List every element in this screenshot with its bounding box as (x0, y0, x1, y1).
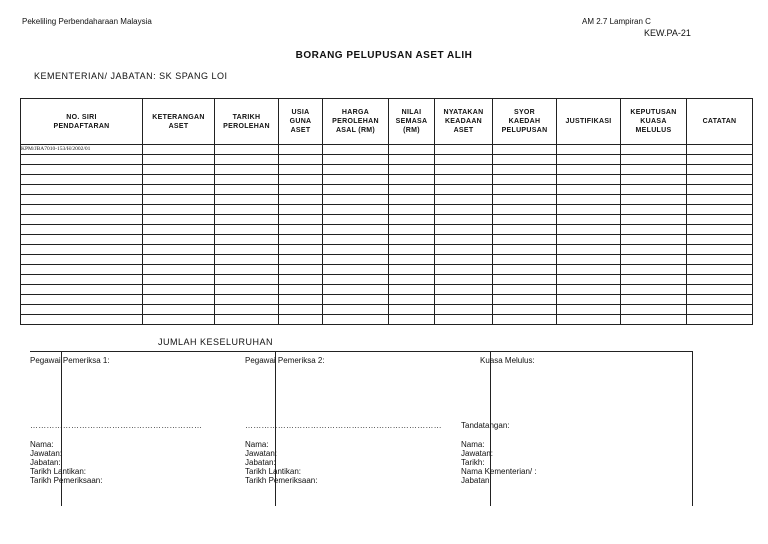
table-cell (557, 215, 621, 225)
field-label: Nama: (245, 440, 269, 449)
table-cell (143, 285, 215, 295)
field-label: Nama Kementerian/ : (461, 467, 537, 476)
appendix-reference: AM 2.7 Lampiran C (582, 17, 651, 26)
table-cell (435, 315, 493, 325)
table-cell (143, 145, 215, 155)
table-cell (557, 295, 621, 305)
table-cell (21, 235, 143, 245)
table-row (21, 235, 753, 245)
table-cell (21, 295, 143, 305)
table-row (21, 195, 753, 205)
signature-box-right-border (692, 351, 693, 506)
table-cell (143, 275, 215, 285)
table-cell (279, 285, 323, 295)
table-cell (621, 245, 687, 255)
field-label: Jawatan: (461, 449, 494, 458)
inspector1-signature-line: ……………………………………………………… (30, 421, 203, 430)
table-cell: KPM/JBA7010-153/H/2002/01 (21, 145, 143, 155)
table-cell (143, 305, 215, 315)
field-label: Jabatan (461, 476, 490, 485)
table-cell (435, 155, 493, 165)
table-cell (215, 185, 279, 195)
table-cell (143, 185, 215, 195)
field-label: Tarikh Lantikan: (245, 467, 302, 476)
table-cell (279, 165, 323, 175)
table-cell (621, 165, 687, 175)
table-cell (621, 315, 687, 325)
disposal-table (20, 98, 753, 325)
table-cell (21, 275, 143, 285)
table-cell (557, 265, 621, 275)
table-cell (21, 225, 143, 235)
column-header: NILAI SEMASA (RM) (389, 99, 435, 145)
table-cell (215, 305, 279, 315)
column-header: KEPUTUSAN KUASA MELULUS (621, 99, 687, 145)
table-cell (215, 285, 279, 295)
table-cell (215, 275, 279, 285)
table-cell (323, 265, 389, 275)
field-label: Jabatan: (245, 458, 276, 467)
table-cell (621, 305, 687, 315)
table-cell (493, 145, 557, 155)
approver-title: Kuasa Melulus: (480, 356, 535, 365)
table-cell (621, 225, 687, 235)
table-cell (143, 215, 215, 225)
table-cell (21, 305, 143, 315)
table-row (21, 215, 753, 225)
table-cell (279, 265, 323, 275)
table-cell (279, 305, 323, 315)
table-cell (435, 225, 493, 235)
circular-reference: Pekeliling Perbendaharaan Malaysia (22, 17, 152, 26)
grand-total-label: JUMLAH KESELURUHAN (158, 337, 274, 347)
table-cell (21, 205, 143, 215)
table-row (21, 275, 753, 285)
field-label: Nama: (30, 440, 54, 449)
table-cell (389, 215, 435, 225)
table-cell (143, 295, 215, 305)
table-cell (621, 235, 687, 245)
table-cell (493, 245, 557, 255)
table-row (21, 295, 753, 305)
table-cell (279, 315, 323, 325)
field-label: Nama: (461, 440, 485, 449)
table-cell (621, 255, 687, 265)
table-cell (21, 185, 143, 195)
table-cell (493, 255, 557, 265)
field-label: Tarikh Lantikan: (30, 467, 87, 476)
table-cell (279, 195, 323, 205)
field-label: Jabatan: (30, 458, 61, 467)
table-cell (687, 225, 753, 235)
table-cell (621, 295, 687, 305)
table-cell (21, 285, 143, 295)
table-cell (143, 175, 215, 185)
table-cell (279, 145, 323, 155)
table-cell (323, 195, 389, 205)
table-cell (493, 215, 557, 225)
inspector2-fields (245, 440, 317, 485)
table-cell (323, 295, 389, 305)
column-header: JUSTIFIKASI (557, 99, 621, 145)
field-label: Jawatan: (30, 449, 63, 458)
table-cell (215, 255, 279, 265)
table-cell (621, 195, 687, 205)
table-cell (493, 275, 557, 285)
table-cell (323, 165, 389, 175)
table-row (21, 185, 753, 195)
table-row (21, 165, 753, 175)
table-cell (687, 235, 753, 245)
table-cell (435, 255, 493, 265)
table-cell (215, 165, 279, 175)
table-cell (323, 245, 389, 255)
table-row (21, 145, 753, 155)
table-cell (557, 155, 621, 165)
table-cell (215, 245, 279, 255)
ministry-department: KEMENTERIAN/ JABATAN: SK SPANG LOI (34, 71, 228, 81)
table-cell (493, 185, 557, 195)
table-cell (435, 145, 493, 155)
table-cell (687, 295, 753, 305)
table-cell (687, 315, 753, 325)
table-cell (389, 165, 435, 175)
table-cell (389, 285, 435, 295)
table-cell (143, 155, 215, 165)
table-cell (687, 255, 753, 265)
table-cell (687, 305, 753, 315)
table-cell (215, 235, 279, 245)
field-label: Jawatan: (245, 449, 278, 458)
table-cell (557, 165, 621, 175)
table-cell (389, 145, 435, 155)
table-cell (215, 265, 279, 275)
table-cell (621, 215, 687, 225)
table-cell (215, 155, 279, 165)
table-cell (621, 275, 687, 285)
approver-signature-label: Tandatangan: (461, 421, 510, 430)
column-header: USIA GUNA ASET (279, 99, 323, 145)
table-row (21, 225, 753, 235)
table-cell (279, 205, 323, 215)
table-cell (279, 215, 323, 225)
table-cell (215, 195, 279, 205)
table-cell (621, 155, 687, 165)
inspector1-fields (30, 440, 102, 485)
table-cell (21, 255, 143, 265)
form-code: KEW.PA-21 (644, 28, 691, 38)
table-cell (557, 285, 621, 295)
table-cell (435, 215, 493, 225)
table-cell (621, 145, 687, 155)
table-cell (687, 215, 753, 225)
table-cell (279, 275, 323, 285)
table-cell (493, 155, 557, 165)
column-header: HARGA PEROLEHAN ASAL (RM) (323, 99, 389, 145)
table-cell (279, 295, 323, 305)
column-header: TARIKH PEROLEHAN (215, 99, 279, 145)
table-cell (21, 165, 143, 175)
table-cell (323, 215, 389, 225)
table-cell (621, 265, 687, 275)
column-header: KETERANGAN ASET (143, 99, 215, 145)
table-cell (557, 235, 621, 245)
table-cell (143, 195, 215, 205)
table-cell (279, 235, 323, 245)
table-row (21, 305, 753, 315)
table-cell (389, 155, 435, 165)
table-row (21, 285, 753, 295)
table-cell (493, 235, 557, 245)
table-cell (557, 205, 621, 215)
table-cell (323, 255, 389, 265)
table-cell (389, 305, 435, 315)
table-cell (493, 305, 557, 315)
table-cell (621, 175, 687, 185)
table-cell (493, 315, 557, 325)
table-cell (21, 265, 143, 275)
table-cell (143, 165, 215, 175)
table-cell (215, 315, 279, 325)
table-header-row (21, 99, 753, 145)
table-cell (557, 185, 621, 195)
table-cell (143, 205, 215, 215)
column-header: SYOR KAEDAH PELUPUSAN (493, 99, 557, 145)
table-cell (557, 315, 621, 325)
table-cell (323, 155, 389, 165)
table-cell (215, 205, 279, 215)
table-cell (557, 245, 621, 255)
table-cell (557, 275, 621, 285)
table-cell (435, 235, 493, 245)
table-cell (389, 195, 435, 205)
table-cell (279, 155, 323, 165)
table-cell (493, 295, 557, 305)
table-cell (493, 205, 557, 215)
table-cell (389, 225, 435, 235)
table-row (21, 245, 753, 255)
table-cell (435, 295, 493, 305)
table-cell (557, 145, 621, 155)
table-cell (435, 265, 493, 275)
field-label: Tarikh Pemeriksaan: (245, 476, 318, 485)
table-cell (389, 175, 435, 185)
table-cell (323, 205, 389, 215)
table-cell (21, 315, 143, 325)
field-label: Tarikh Pemeriksaan: (30, 476, 103, 485)
table-cell (557, 305, 621, 315)
table-cell (687, 275, 753, 285)
table-cell (493, 165, 557, 175)
table-cell (215, 215, 279, 225)
form-title: BORANG PELUPUSAN ASET ALIH (295, 50, 473, 61)
signature-box-top-border (30, 351, 692, 352)
table-cell (435, 305, 493, 315)
table-cell (279, 245, 323, 255)
table-cell (687, 205, 753, 215)
table-cell (21, 155, 143, 165)
table-cell (435, 205, 493, 215)
table-cell (389, 185, 435, 195)
table-row (21, 155, 753, 165)
table-cell (621, 285, 687, 295)
approver-fields (461, 440, 537, 485)
table-cell (435, 275, 493, 285)
table-cell (143, 225, 215, 235)
table-cell (279, 175, 323, 185)
table-cell (279, 225, 323, 235)
table-cell (215, 175, 279, 185)
table-cell (323, 235, 389, 245)
table-cell (323, 315, 389, 325)
table-cell (323, 185, 389, 195)
table-cell (323, 145, 389, 155)
table-cell (687, 155, 753, 165)
table-cell (143, 235, 215, 245)
table-cell (687, 265, 753, 275)
table-cell (557, 255, 621, 265)
table-cell (21, 215, 143, 225)
table-cell (493, 175, 557, 185)
table-cell (389, 235, 435, 245)
table-cell (687, 165, 753, 175)
table-cell (323, 305, 389, 315)
table-cell (143, 255, 215, 265)
table-cell (557, 195, 621, 205)
table-cell (687, 285, 753, 295)
table-cell (435, 185, 493, 195)
table-cell (687, 245, 753, 255)
table-cell (435, 195, 493, 205)
table-cell (323, 285, 389, 295)
table-row (21, 315, 753, 325)
table-cell (389, 245, 435, 255)
column-header: NO. SIRI PENDAFTARAN (21, 99, 143, 145)
table-cell (493, 225, 557, 235)
table-cell (215, 225, 279, 235)
table-cell (389, 205, 435, 215)
column-header: NYATAKAN KEADAAN ASET (435, 99, 493, 145)
table-cell (493, 265, 557, 275)
table-row (21, 255, 753, 265)
column-header: CATATAN (687, 99, 753, 145)
table-cell (435, 165, 493, 175)
table-cell (389, 255, 435, 265)
inspector2-title: Pegawai Pemeriksa 2: (245, 356, 325, 365)
table-cell (323, 225, 389, 235)
table-cell (557, 225, 621, 235)
table-cell (493, 285, 557, 295)
table-cell (435, 285, 493, 295)
field-label: Tarikh: (461, 458, 485, 467)
table-cell (143, 245, 215, 255)
table-cell (215, 145, 279, 155)
table-cell (435, 245, 493, 255)
table-cell (215, 295, 279, 305)
table-cell (143, 265, 215, 275)
table-cell (143, 315, 215, 325)
table-cell (21, 175, 143, 185)
inspector1-title: Pegawai Pemeriksa 1: (30, 356, 110, 365)
table-cell (389, 295, 435, 305)
table-cell (687, 145, 753, 155)
table-row (21, 265, 753, 275)
table-cell (687, 185, 753, 195)
table-row (21, 205, 753, 215)
table-cell (279, 255, 323, 265)
table-cell (323, 275, 389, 285)
table-cell (389, 265, 435, 275)
table-cell (323, 175, 389, 185)
table-cell (435, 175, 493, 185)
table-cell (21, 245, 143, 255)
table-cell (687, 175, 753, 185)
table-cell (389, 275, 435, 285)
table-cell (621, 185, 687, 195)
table-cell (389, 315, 435, 325)
table-row (21, 175, 753, 185)
table-cell (621, 205, 687, 215)
table-cell (279, 185, 323, 195)
inspector2-signature-line: ……………………………………………………………… (245, 421, 442, 430)
table-cell (21, 195, 143, 205)
table-cell (687, 195, 753, 205)
table-cell (493, 195, 557, 205)
table-cell (557, 175, 621, 185)
